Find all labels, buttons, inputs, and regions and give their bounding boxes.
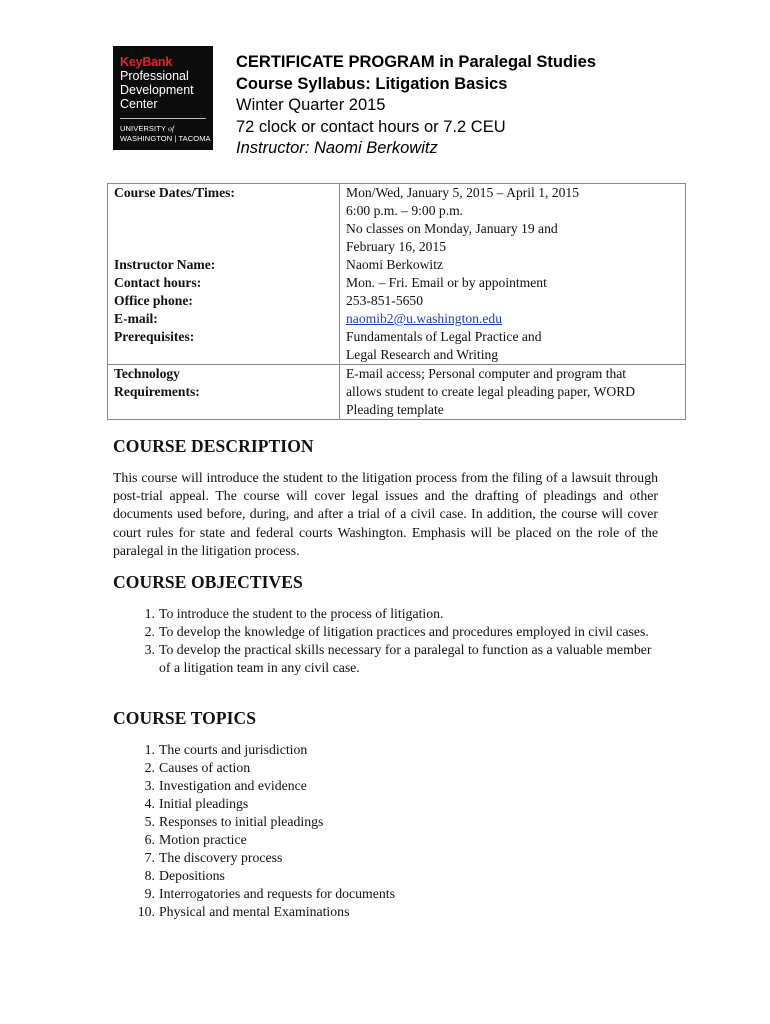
topics-heading: COURSE TOPICS <box>113 708 257 728</box>
logo-line: Professional <box>120 69 189 83</box>
list-item: 1. The courts and jurisdiction <box>144 742 308 757</box>
tech-label-cell <box>108 365 340 420</box>
list-item: 6. Motion practice <box>144 832 247 847</box>
dates-label: Course Dates/Times: <box>114 185 235 200</box>
instructor-label: Instructor Name: <box>114 257 216 272</box>
objectives-list <box>113 605 663 677</box>
list-item: 2. Causes of action <box>144 760 251 775</box>
list-item: 10. Physical and mental Examinations <box>137 904 350 919</box>
syllabus-title: Course Syllabus: Litigation Basics <box>236 74 508 93</box>
list-item: 9. Interrogatories and requests for documents <box>144 886 396 901</box>
logo-brand: KeyBank <box>120 55 173 69</box>
dates-value: 6:00 p.m. – 9:00 p.m. <box>346 203 464 218</box>
tech-value: Pleading template <box>346 402 444 417</box>
list-item: 4. Initial pleadings <box>144 796 249 811</box>
tech-value: E-mail access; Personal computer and program that <box>346 366 627 381</box>
dates-value: No classes on Monday, January 19 and <box>346 221 558 236</box>
course-info-table <box>107 183 686 420</box>
tech-label: Requirements: <box>114 384 200 399</box>
email-label: E-mail: <box>114 311 158 326</box>
tech-value: allows student to create legal pleading paper, WORD <box>346 384 636 399</box>
table-row <box>108 184 686 365</box>
hours-line: 72 clock or contact hours or 7.2 CEU <box>236 117 506 136</box>
dates-value-cell <box>340 184 686 365</box>
logo-university: UNIVERSITY of <box>120 124 175 133</box>
tech-label: Technology <box>114 366 180 381</box>
logo-line: Development <box>120 83 194 97</box>
list-item: 2. To develop the knowledge of litigation practices and procedures employed in civil cases. <box>144 624 649 639</box>
prereq-value: Fundamentals of Legal Practice and <box>346 329 542 344</box>
hours-value: Mon. – Fri. Email or by appointment <box>346 275 547 290</box>
list-item: 3. Investigation and evidence <box>144 778 307 793</box>
dates-value: Mon/Wed, January 5, 2015 – April 1, 2015 <box>346 185 579 200</box>
logo-line: Center <box>120 97 158 111</box>
objectives-heading: COURSE OBJECTIVES <box>113 572 303 592</box>
dates-label-cell <box>108 184 340 365</box>
keybank-pdc-logo <box>113 46 213 150</box>
instructor-line: Instructor: Naomi Berkowitz <box>236 139 438 157</box>
prereq-value: Legal Research and Writing <box>346 347 499 362</box>
logo-campus: WASHINGTON | TACOMA <box>120 134 211 143</box>
tech-value-cell <box>340 365 686 420</box>
list-item: 5. Responses to initial pleadings <box>144 814 324 829</box>
quarter-line: Winter Quarter 2015 <box>236 96 386 114</box>
description-text: This course will introduce the student to the litigation process from the filing of a lawsuit through post-trial appeal. The course will cover legal issues and the drafting of pleadings and other documents used before, during, and after a trial of a civil case. In addition, the course will cover court rules for state and federal courts Washington. Emphasis will be placed on the role of the paralegal in the litigation process. <box>113 470 658 558</box>
table-row <box>108 365 686 420</box>
prereq-label: Prerequisites: <box>114 329 195 344</box>
email-link[interactable]: naomib2@u.washington.edu <box>346 311 502 326</box>
list-item: 3. To develop the practical skills necessary for a paralegal to function as a valuable member of a litigation team in any civil case. <box>144 642 652 675</box>
logo-divider <box>120 118 206 119</box>
list-item: 8. Depositions <box>144 868 225 883</box>
hours-label: Contact hours: <box>114 275 202 290</box>
topics-list <box>113 741 663 921</box>
instructor-value: Naomi Berkowitz <box>346 257 444 272</box>
phone-value: 253-851-5650 <box>346 293 424 308</box>
program-title: CERTIFICATE PROGRAM in Paralegal Studies <box>236 53 596 71</box>
list-item: 1. To introduce the student to the process of litigation. <box>144 606 444 621</box>
document-header <box>236 52 596 160</box>
dates-value: February 16, 2015 <box>346 239 447 254</box>
phone-label: Office phone: <box>114 293 193 308</box>
description-heading: COURSE DESCRIPTION <box>113 436 314 456</box>
list-item: 7. The discovery process <box>144 850 283 865</box>
